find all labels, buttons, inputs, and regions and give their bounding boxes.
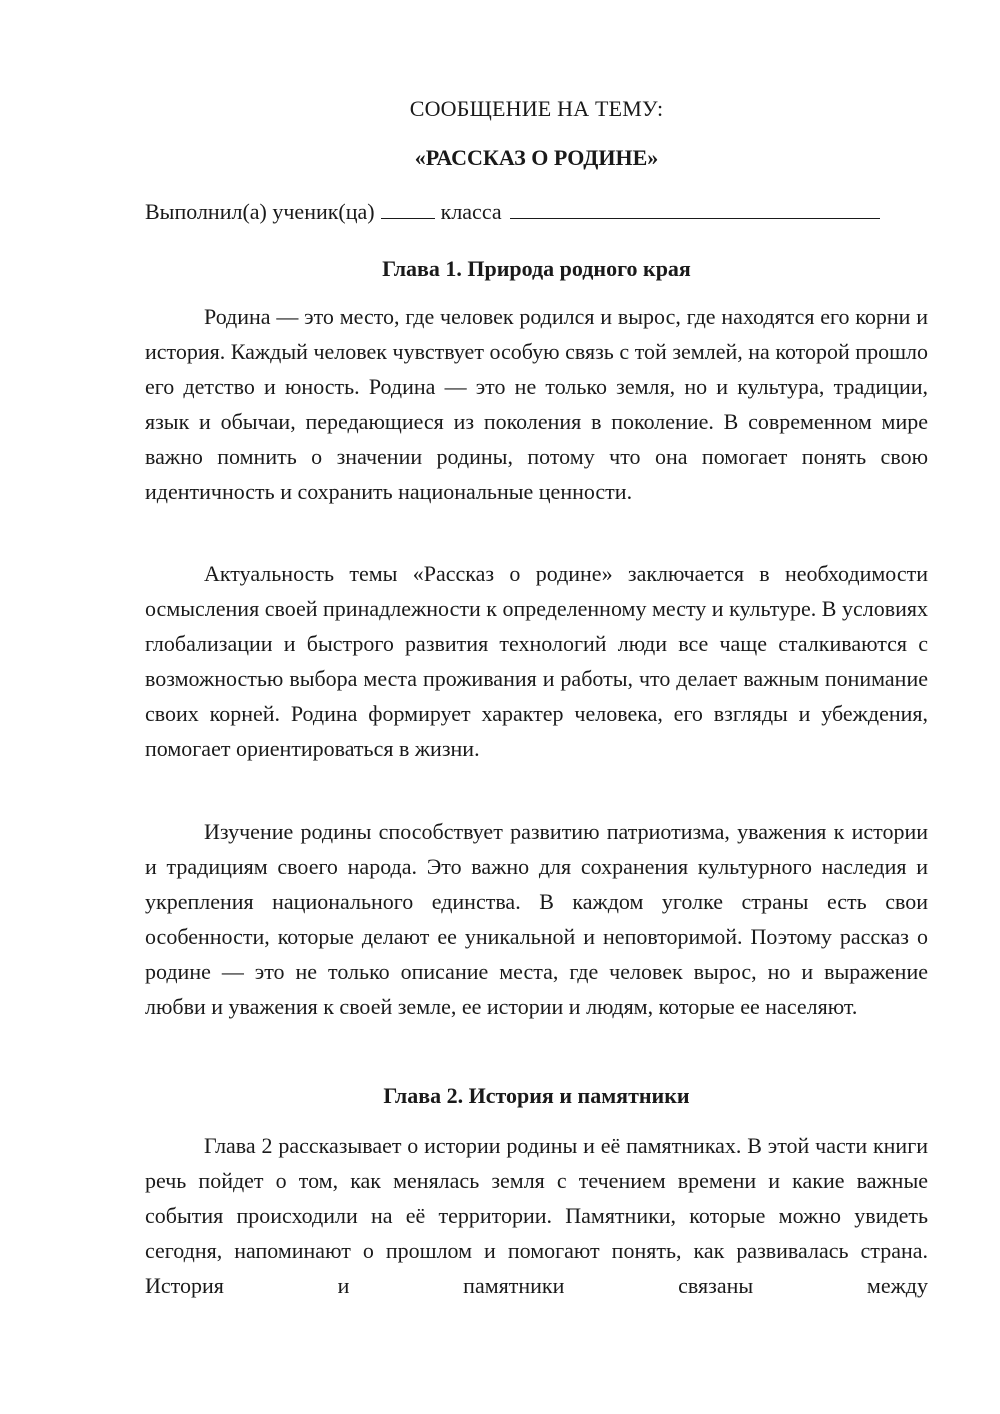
document-title-line1: СООБЩЕНИЕ НА ТЕМУ:	[409, 96, 664, 121]
chapter-1-paragraph-2: Актуальность темы «Рассказ о родине» заключается в необходимости осмысления своей принадлежности к определенному месту и культуре. В условиях глобализации и быстрого развития технологий люди все чаще сталкиваются с возможностью выбора места проживания и работы, что делает важным понимание своих корней. Родина формирует характер человека, его взгляды и убеждения, помогает ориентироваться в жизни.	[145, 561, 928, 761]
name-blank-field[interactable]	[510, 198, 880, 219]
chapter-1-paragraph-3: Изучение родины способствует развитию патриотизма, уважения к истории и традициям своего народа. Это важно для сохранения культурного наследия и укрепления национального единства. В каждом уголке страны есть свои особенности, которые делают ее уникальной и неповторимой. Поэтому рассказ о родине — это не только описание места, где человек вырос, но и выражение любви и уважения к своей земле, ее истории и людям, которые ее населяют.	[145, 819, 928, 1019]
document-title-topic: «РАССКАЗ О РОДИНЕ»	[414, 145, 659, 170]
chapter-2-heading: Глава 2. История и памятники	[383, 1083, 690, 1108]
chapter-1-paragraph-1: Родина — это место, где человек родился и вырос, где находятся его корни и история. Каждый человек чувствует особую связь с той землей, на которой прошло его детство и юность. Родина — это не только земля, но и культура, традиции, язык и обычаи, передающиеся из поколения в поколение. В современном мире важно помнить о значении родины, потому что она помогает понять свою идентичность и сохранить национальные ценности.	[145, 304, 928, 504]
author-line	[145, 197, 928, 227]
author-prefix-label: Выполнил(а) ученик(ца)	[145, 199, 375, 224]
grade-blank-field[interactable]	[381, 198, 435, 219]
class-label: класса	[440, 199, 502, 224]
chapter-1-heading: Глава 1. Природа родного края	[382, 256, 691, 281]
chapter-2-paragraph-1: Глава 2 рассказывает о истории родины и её памятниках. В этой части книги речь пойдет о том, как менялась земля с течением времени и какие важные события происходили на её территории. Памятники, которые можно увидеть сегодня, напоминают о прошлом и помогают понять, как развивалась страна. История и памятники связаны между	[145, 1133, 928, 1298]
